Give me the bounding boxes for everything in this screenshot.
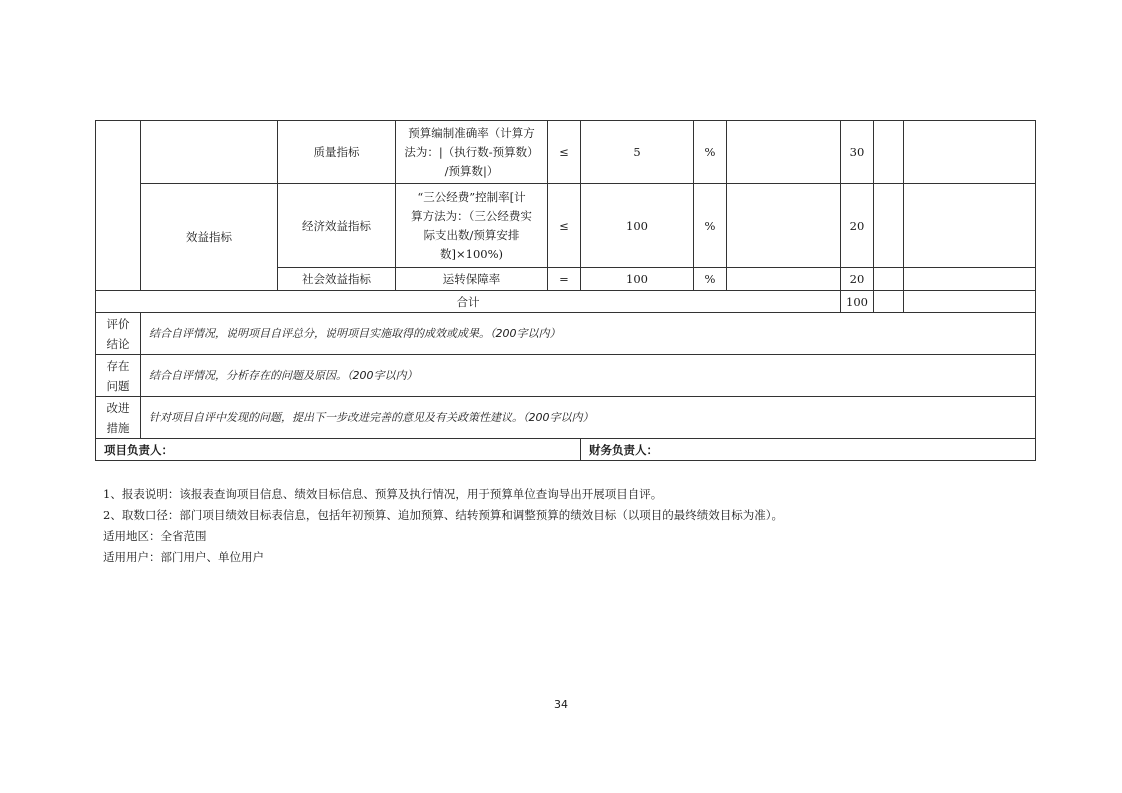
label-line: 改进 — [106, 400, 130, 415]
blank-cell — [874, 291, 904, 313]
project-lead-label: 项目负责人： — [96, 439, 581, 461]
indicator-detail-line: 算方法为：（三公经费实 — [411, 208, 532, 223]
indicator-detail-line: /预算数|） — [444, 163, 499, 178]
indicator-detail: 运转保障率 — [396, 268, 548, 291]
label-line: 问题 — [106, 378, 130, 393]
table-row-quality — [96, 121, 1036, 184]
blank-category-cell — [96, 121, 141, 291]
performance-indicator-table — [95, 120, 1036, 461]
score-cell: 20 — [841, 184, 874, 268]
blank-cell — [727, 184, 841, 268]
indicator-name: 社会效益指标 — [278, 268, 396, 291]
blank-cell — [904, 184, 1036, 268]
table-row-total — [96, 291, 1036, 313]
indicator-detail — [396, 121, 548, 184]
blank-cell — [727, 121, 841, 184]
indicator-detail-line: 法为：|（执行数-预算数） — [404, 144, 539, 159]
label-line: 措施 — [106, 420, 130, 435]
indicator-detail-line: “三公经费”控制率[计 — [417, 189, 526, 204]
indicator-detail — [396, 184, 548, 268]
blank-cell — [874, 268, 904, 291]
evaluation-note: 结合自评情况，说明项目自评总分，说明项目实施取得的成效或成果。（200字以内） — [141, 313, 1036, 355]
score-cell: 20 — [841, 268, 874, 291]
unit-cell: % — [694, 184, 727, 268]
footnote-applicable-region: 适用地区：全省范围 — [103, 529, 207, 543]
footnotes — [103, 484, 1003, 568]
unit-cell: % — [694, 268, 727, 291]
table-row-evaluation — [96, 313, 1036, 355]
measures-note: 针对项目自评中发现的问题，提出下一步改进完善的意见及有关政策性建议。（200字以内） — [141, 397, 1036, 439]
blank-cell — [904, 291, 1036, 313]
footnote-applicable-users: 适用用户：部门用户、单位用户 — [103, 550, 264, 564]
target-value: 5 — [581, 121, 694, 184]
table-row-problems — [96, 355, 1036, 397]
blank-cell — [874, 121, 904, 184]
label-line: 存在 — [106, 358, 130, 373]
benefit-group-label: 效益指标 — [141, 184, 278, 291]
page-number: 34 — [554, 698, 568, 711]
indicator-name: 质量指标 — [278, 121, 396, 184]
indicator-detail-line: 数]×100%) — [440, 246, 503, 261]
finance-lead-label: 财务负责人： — [581, 439, 1036, 461]
label-line: 结论 — [106, 336, 130, 351]
blank-cell — [874, 184, 904, 268]
score-cell: 30 — [841, 121, 874, 184]
footnote-data-scope: 2、取数口径：部门项目绩效目标表信息，包括年初预算、追加预算、结转预算和调整预算的绩效目标（以项目的最终绩效目标为准）。 — [103, 508, 784, 522]
target-value: 100 — [581, 184, 694, 268]
unit-cell: % — [694, 121, 727, 184]
target-value: 100 — [581, 268, 694, 291]
blank-cell — [727, 268, 841, 291]
table-row-economic — [96, 184, 1036, 268]
table-row-measures — [96, 397, 1036, 439]
footnote-report-description: 1、报表说明：该报表查询项目信息、绩效目标信息、预算及执行情况，用于预算单位查询导出开展项目自评。 — [103, 487, 663, 501]
operator-cell: ≤ — [548, 121, 581, 184]
blank-cell — [904, 268, 1036, 291]
label-line: 评价 — [106, 316, 130, 331]
total-score: 100 — [841, 291, 874, 313]
indicator-detail-line: 预算编制准确率（计算方 — [408, 125, 535, 140]
indicator-detail-line: 际支出数/预算安排 — [423, 227, 520, 242]
blank-cell — [904, 121, 1036, 184]
measures-label — [96, 397, 141, 439]
indicator-name: 经济效益指标 — [278, 184, 396, 268]
operator-cell: = — [548, 268, 581, 291]
operator-cell: ≤ — [548, 184, 581, 268]
table-row-signatures — [96, 439, 1036, 461]
problems-note: 结合自评情况，分析存在的问题及原因。（200字以内） — [141, 355, 1036, 397]
total-label: 合计 — [96, 291, 841, 313]
evaluation-label — [96, 313, 141, 355]
blank-group-cell — [141, 121, 278, 184]
problems-label — [96, 355, 141, 397]
